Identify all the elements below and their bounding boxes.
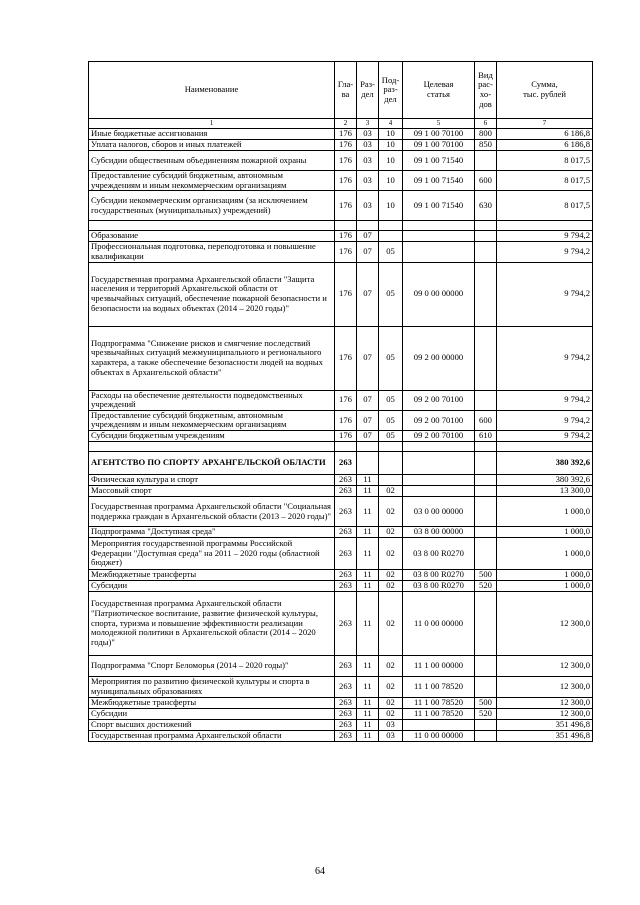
row-name-cell: Межбюджетные трансферты xyxy=(89,570,335,581)
column-number: 1 xyxy=(89,119,335,129)
row-sum-cell: 12 300,0 xyxy=(497,677,593,698)
row-podrazdel-cell: 05 xyxy=(379,262,403,326)
header-podrazdel: Под- раз- дел xyxy=(379,62,403,119)
row-sum-cell: 9 794,2 xyxy=(497,390,593,410)
row-razdel-cell: 07 xyxy=(357,231,379,242)
blank-cell xyxy=(335,442,357,452)
row-vid-cell: 520 xyxy=(475,709,497,720)
blank-cell xyxy=(379,221,403,231)
table-row xyxy=(89,262,593,326)
row-vid-cell: 500 xyxy=(475,698,497,709)
row-target-cell: 09 1 00 71540 xyxy=(403,171,475,191)
row-podrazdel-cell: 02 xyxy=(379,527,403,538)
row-target-cell: 09 1 00 70100 xyxy=(403,129,475,140)
row-target-cell: 11 1 00 78520 xyxy=(403,709,475,720)
table-row xyxy=(89,191,593,221)
row-vid-cell xyxy=(475,231,497,242)
table-row xyxy=(89,527,593,538)
row-sum-cell: 6 186,8 xyxy=(497,129,593,140)
row-glava-cell: 263 xyxy=(335,538,357,570)
row-razdel-cell: 07 xyxy=(357,262,379,326)
row-podrazdel-cell: 02 xyxy=(379,497,403,527)
row-glava-cell: 263 xyxy=(335,486,357,497)
table-row xyxy=(89,242,593,262)
row-podrazdel-cell xyxy=(379,231,403,242)
row-razdel-cell: 11 xyxy=(357,592,379,656)
row-vid-cell xyxy=(475,390,497,410)
row-target-cell: 03 8 00 R0270 xyxy=(403,538,475,570)
row-name-cell: Подпрограмма "Доступная среда" xyxy=(89,527,335,538)
row-vid-cell: 610 xyxy=(475,431,497,442)
row-target-cell: 03 8 00 00000 xyxy=(403,527,475,538)
row-sum-cell: 12 300,0 xyxy=(497,592,593,656)
row-target-cell: 09 0 00 00000 xyxy=(403,262,475,326)
row-name-cell: Профессиональная подготовка, переподготовка и повышение квалификации xyxy=(89,242,335,262)
row-target-cell: 09 2 00 70100 xyxy=(403,390,475,410)
row-podrazdel-cell xyxy=(379,452,403,475)
row-razdel-cell: 11 xyxy=(357,698,379,709)
row-vid-cell: 500 xyxy=(475,570,497,581)
header-target: Целевая статья xyxy=(403,62,475,119)
row-glava-cell: 263 xyxy=(335,497,357,527)
row-target-cell xyxy=(403,486,475,497)
row-razdel-cell: 11 xyxy=(357,497,379,527)
row-name-cell: Субсидии некоммерческим организациям (за исключением государственных (муниципальных) учреждений) xyxy=(89,191,335,221)
row-glava-cell: 263 xyxy=(335,731,357,742)
row-glava-cell: 176 xyxy=(335,390,357,410)
blank-cell xyxy=(89,442,335,452)
row-vid-cell xyxy=(475,262,497,326)
table-row xyxy=(89,592,593,656)
row-name-cell: Образование xyxy=(89,231,335,242)
table-row xyxy=(89,151,593,171)
row-sum-cell: 8 017,5 xyxy=(497,151,593,171)
row-vid-cell xyxy=(475,538,497,570)
row-podrazdel-cell: 03 xyxy=(379,731,403,742)
row-sum-cell: 1 000,0 xyxy=(497,527,593,538)
column-number: 2 xyxy=(335,119,357,129)
row-sum-cell: 9 794,2 xyxy=(497,231,593,242)
table-row xyxy=(89,538,593,570)
row-glava-cell: 263 xyxy=(335,656,357,677)
row-sum-cell: 1 000,0 xyxy=(497,538,593,570)
row-name-cell: Государственная программа Архангельской области "Патриотическое воспитание, развитие физической культуры, спорта, туризма и повышение эффективности реализации молодежной политики в Архангельской области (2014 – 2020 годы)" xyxy=(89,592,335,656)
blank-row xyxy=(89,221,593,231)
blank-cell xyxy=(357,221,379,231)
row-razdel-cell: 11 xyxy=(357,538,379,570)
row-name-cell: Массовый спорт xyxy=(89,486,335,497)
row-glava-cell: 176 xyxy=(335,151,357,171)
row-podrazdel-cell: 02 xyxy=(379,656,403,677)
row-podrazdel-cell: 02 xyxy=(379,570,403,581)
row-glava-cell: 263 xyxy=(335,570,357,581)
row-podrazdel-cell: 02 xyxy=(379,677,403,698)
row-target-cell: 11 1 00 78520 xyxy=(403,698,475,709)
table-row xyxy=(89,709,593,720)
row-name-cell: Расходы на обеспечение деятельности подведомственных учреждений xyxy=(89,390,335,410)
row-glava-cell: 176 xyxy=(335,326,357,390)
blank-cell xyxy=(475,442,497,452)
row-sum-cell: 351 496,8 xyxy=(497,720,593,731)
row-sum-cell: 13 300,0 xyxy=(497,486,593,497)
table-row xyxy=(89,140,593,151)
row-vid-cell xyxy=(475,475,497,486)
table-row xyxy=(89,656,593,677)
table-row xyxy=(89,452,593,475)
table-row xyxy=(89,570,593,581)
table-row xyxy=(89,171,593,191)
row-glava-cell: 176 xyxy=(335,129,357,140)
row-razdel-cell: 11 xyxy=(357,486,379,497)
row-podrazdel-cell: 05 xyxy=(379,410,403,430)
table-row xyxy=(89,475,593,486)
table-row xyxy=(89,720,593,731)
row-razdel-cell: 07 xyxy=(357,242,379,262)
row-glava-cell: 263 xyxy=(335,475,357,486)
row-target-cell: 03 8 00 R0270 xyxy=(403,581,475,592)
header-row xyxy=(89,62,593,119)
row-vid-cell xyxy=(475,242,497,262)
table-row xyxy=(89,698,593,709)
row-target-cell xyxy=(403,720,475,731)
row-podrazdel-cell: 05 xyxy=(379,390,403,410)
row-target-cell: 09 1 00 71540 xyxy=(403,151,475,171)
row-sum-cell: 1 000,0 xyxy=(497,570,593,581)
row-sum-cell: 380 392,6 xyxy=(497,475,593,486)
row-target-cell: 11 1 00 00000 xyxy=(403,656,475,677)
row-vid-cell xyxy=(475,677,497,698)
row-vid-cell: 600 xyxy=(475,171,497,191)
row-glava-cell: 263 xyxy=(335,720,357,731)
row-podrazdel-cell: 02 xyxy=(379,538,403,570)
row-name-cell: Предоставление субсидий бюджетным, автономным учреждениям и иным некоммерческим организациям xyxy=(89,171,335,191)
row-vid-cell: 520 xyxy=(475,581,497,592)
row-target-cell xyxy=(403,231,475,242)
blank-cell xyxy=(335,221,357,231)
row-vid-cell xyxy=(475,151,497,171)
header-glava: Гла- ва xyxy=(335,62,357,119)
row-glava-cell: 263 xyxy=(335,709,357,720)
row-razdel-cell: 11 xyxy=(357,656,379,677)
row-sum-cell: 9 794,2 xyxy=(497,326,593,390)
row-podrazdel-cell: 10 xyxy=(379,151,403,171)
blank-cell xyxy=(497,221,593,231)
table-row xyxy=(89,231,593,242)
row-target-cell: 09 2 00 70100 xyxy=(403,431,475,442)
row-name-cell: Подпрограмма "Спорт Беломорья (2014 – 2020 годы)" xyxy=(89,656,335,677)
row-glava-cell: 176 xyxy=(335,431,357,442)
row-sum-cell: 9 794,2 xyxy=(497,410,593,430)
header-razdel: Раз- дел xyxy=(357,62,379,119)
blank-row xyxy=(89,442,593,452)
table-row xyxy=(89,326,593,390)
row-name-cell: Предоставление субсидий бюджетным, автономным учреждениям и иным некоммерческим организациям xyxy=(89,410,335,430)
row-target-cell: 09 1 00 71540 xyxy=(403,191,475,221)
row-sum-cell: 9 794,2 xyxy=(497,242,593,262)
row-vid-cell xyxy=(475,486,497,497)
row-glava-cell: 176 xyxy=(335,231,357,242)
blank-cell xyxy=(475,221,497,231)
row-sum-cell: 8 017,5 xyxy=(497,171,593,191)
row-vid-cell: 850 xyxy=(475,140,497,151)
row-vid-cell xyxy=(475,326,497,390)
row-glava-cell: 263 xyxy=(335,698,357,709)
row-vid-cell: 800 xyxy=(475,129,497,140)
row-podrazdel-cell: 10 xyxy=(379,129,403,140)
row-sum-cell: 12 300,0 xyxy=(497,656,593,677)
blank-cell xyxy=(89,221,335,231)
row-target-cell xyxy=(403,475,475,486)
row-name-cell: Подпрограмма "Снижение рисков и смягчение последствий чрезвычайных ситуаций межмуниципального и регионального характера, а также обеспечение безопасности людей на водных объектах в Архангельской области" xyxy=(89,326,335,390)
row-podrazdel-cell xyxy=(379,475,403,486)
row-name-cell: Спорт высших достижений xyxy=(89,720,335,731)
row-razdel-cell: 03 xyxy=(357,140,379,151)
row-razdel-cell xyxy=(357,452,379,475)
header-vid: Вид рас- хо- дов xyxy=(475,62,497,119)
row-target-cell xyxy=(403,242,475,262)
row-glava-cell: 176 xyxy=(335,242,357,262)
row-target-cell: 11 0 00 00000 xyxy=(403,731,475,742)
table-row xyxy=(89,677,593,698)
row-name-cell: Субсидии общественным объединениям пожарной охраны xyxy=(89,151,335,171)
blank-cell xyxy=(357,442,379,452)
row-podrazdel-cell: 05 xyxy=(379,431,403,442)
table-row xyxy=(89,390,593,410)
row-glava-cell: 176 xyxy=(335,191,357,221)
table-row xyxy=(89,497,593,527)
row-razdel-cell: 03 xyxy=(357,171,379,191)
table-row xyxy=(89,431,593,442)
row-glava-cell: 176 xyxy=(335,262,357,326)
row-vid-cell xyxy=(475,592,497,656)
row-razdel-cell: 11 xyxy=(357,581,379,592)
row-podrazdel-cell: 02 xyxy=(379,709,403,720)
row-razdel-cell: 07 xyxy=(357,410,379,430)
row-name-cell: Государственная программа Архангельской области "Защита населения и территорий Архангельской области от чрезвычайных ситуаций, обеспечение пожарной безопасности и безопасности на водных объектах (2014 – 2020 годы)" xyxy=(89,262,335,326)
row-razdel-cell: 11 xyxy=(357,709,379,720)
row-sum-cell: 380 392,6 xyxy=(497,452,593,475)
row-razdel-cell: 11 xyxy=(357,720,379,731)
row-vid-cell xyxy=(475,731,497,742)
row-vid-cell xyxy=(475,452,497,475)
row-name-cell: Иные бюджетные ассигнования xyxy=(89,129,335,140)
row-name-cell: Мероприятия государственной программы Российской Федерации "Доступная среда" на 2011 – 2020 годы (областной бюджет) xyxy=(89,538,335,570)
row-razdel-cell: 11 xyxy=(357,527,379,538)
table-row xyxy=(89,731,593,742)
row-razdel-cell: 03 xyxy=(357,129,379,140)
row-sum-cell: 1 000,0 xyxy=(497,581,593,592)
row-vid-cell xyxy=(475,497,497,527)
row-podrazdel-cell: 03 xyxy=(379,720,403,731)
row-target-cell: 03 0 00 00000 xyxy=(403,497,475,527)
row-razdel-cell: 11 xyxy=(357,677,379,698)
row-name-cell: Субсидии xyxy=(89,581,335,592)
row-name-cell: Межбюджетные трансферты xyxy=(89,698,335,709)
row-razdel-cell: 03 xyxy=(357,191,379,221)
row-podrazdel-cell: 10 xyxy=(379,191,403,221)
blank-cell xyxy=(497,442,593,452)
table-row xyxy=(89,410,593,430)
row-razdel-cell: 11 xyxy=(357,570,379,581)
blank-cell xyxy=(403,442,475,452)
row-vid-cell: 600 xyxy=(475,410,497,430)
row-sum-cell: 9 794,2 xyxy=(497,431,593,442)
row-sum-cell: 9 794,2 xyxy=(497,262,593,326)
row-podrazdel-cell: 02 xyxy=(379,698,403,709)
row-target-cell: 11 0 00 00000 xyxy=(403,592,475,656)
row-sum-cell: 12 300,0 xyxy=(497,698,593,709)
column-number: 7 xyxy=(497,119,593,129)
row-glava-cell: 176 xyxy=(335,171,357,191)
table-row xyxy=(89,486,593,497)
budget-table xyxy=(88,61,593,742)
row-target-cell: 09 1 00 70100 xyxy=(403,140,475,151)
row-name-cell: Уплата налогов, сборов и иных платежей xyxy=(89,140,335,151)
row-name-cell: Физическая культура и спорт xyxy=(89,475,335,486)
row-sum-cell: 6 186,8 xyxy=(497,140,593,151)
row-name-cell: Государственная программа Архангельской области "Социальная поддержка граждан в Архангельской области (2013 – 2020 годы)" xyxy=(89,497,335,527)
row-vid-cell: 630 xyxy=(475,191,497,221)
row-target-cell: 09 2 00 00000 xyxy=(403,326,475,390)
row-vid-cell xyxy=(475,527,497,538)
blank-cell xyxy=(403,221,475,231)
row-podrazdel-cell: 10 xyxy=(379,140,403,151)
row-podrazdel-cell: 02 xyxy=(379,592,403,656)
row-vid-cell xyxy=(475,720,497,731)
header-name: Наименование xyxy=(89,62,335,119)
row-razdel-cell: 07 xyxy=(357,326,379,390)
row-podrazdel-cell: 05 xyxy=(379,326,403,390)
row-name-cell: АГЕНТСТВО ПО СПОРТУ АРХАНГЕЛЬСКОЙ ОБЛАСТИ xyxy=(89,452,335,475)
row-glava-cell: 263 xyxy=(335,581,357,592)
header-sum: Сумма, тыс. рублей xyxy=(497,62,593,119)
row-razdel-cell: 03 xyxy=(357,151,379,171)
row-name-cell: Субсидии xyxy=(89,709,335,720)
row-podrazdel-cell: 05 xyxy=(379,242,403,262)
row-glava-cell: 263 xyxy=(335,452,357,475)
column-number: 4 xyxy=(379,119,403,129)
row-sum-cell: 1 000,0 xyxy=(497,497,593,527)
row-sum-cell: 351 496,8 xyxy=(497,731,593,742)
row-target-cell: 09 2 00 70100 xyxy=(403,410,475,430)
row-glava-cell: 263 xyxy=(335,677,357,698)
row-name-cell: Мероприятия по развитию физической культуры и спорта в муниципальных образованиях xyxy=(89,677,335,698)
row-sum-cell: 8 017,5 xyxy=(497,191,593,221)
row-glava-cell: 263 xyxy=(335,592,357,656)
row-target-cell xyxy=(403,452,475,475)
table-row xyxy=(89,129,593,140)
row-name-cell: Государственная программа Архангельской области xyxy=(89,731,335,742)
row-razdel-cell: 11 xyxy=(357,475,379,486)
row-target-cell: 03 8 00 R0270 xyxy=(403,570,475,581)
row-target-cell: 11 1 00 78520 xyxy=(403,677,475,698)
row-vid-cell xyxy=(475,656,497,677)
column-number: 5 xyxy=(403,119,475,129)
row-razdel-cell: 07 xyxy=(357,431,379,442)
column-number: 6 xyxy=(475,119,497,129)
row-sum-cell: 12 300,0 xyxy=(497,709,593,720)
page-number: 64 xyxy=(315,866,325,877)
row-razdel-cell: 07 xyxy=(357,390,379,410)
row-glava-cell: 176 xyxy=(335,410,357,430)
row-name-cell: Субсидии бюджетным учреждениям xyxy=(89,431,335,442)
blank-cell xyxy=(379,442,403,452)
row-glava-cell: 263 xyxy=(335,527,357,538)
row-podrazdel-cell: 10 xyxy=(379,171,403,191)
row-podrazdel-cell: 02 xyxy=(379,486,403,497)
row-glava-cell: 176 xyxy=(335,140,357,151)
table-row xyxy=(89,581,593,592)
column-number-row xyxy=(89,119,593,129)
row-podrazdel-cell: 02 xyxy=(379,581,403,592)
table-body xyxy=(89,129,593,742)
row-razdel-cell: 11 xyxy=(357,731,379,742)
column-number: 3 xyxy=(357,119,379,129)
